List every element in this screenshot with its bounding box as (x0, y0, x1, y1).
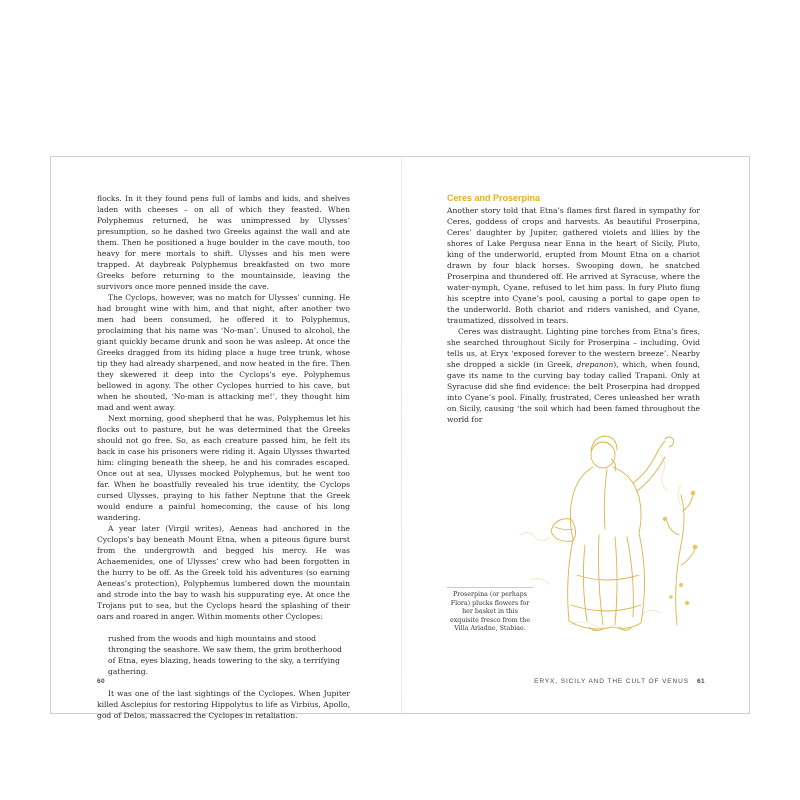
paragraph: Next morning, good shepherd that he was, Polyphemus let his flocks out to pasture, but he was determined that the Greeks should not go free. So, as each creature passed him, he felt its back in case his prisoners were riding it. Again Ulysses thwarted him: clinging beneath the sheep, he and his comrades escaped. Once out at sea, Ulysses mocked Polyphemus, but he went too far. When he boastfully revealed his true identity, the Cyclops cursed Ulysses, praying to his father Neptune that the Greek would endure a painful homecoming, the cause of his long wandering. (97, 414, 350, 522)
left-page (51, 157, 401, 720)
paragraph: A year later (Virgil writes), Aeneas had anchored in the Cyclops’s bay beneath Mount Etna, when a piteous figure burst from the undergrowth and begged his mercy. He was Achaemenides, one of Ulysses’ crew who had been forgotten in the hurry to be off. As the Greek told his adventures (so earning Aeneas’s protection), Polyphemus lumbered down the mountain and strode into the bay to wash his suppurating eye. At once the Trojans put to sea, but the Cyclops heard the splashing of their oars and roared in anger. Within moments other Cyclopes: (97, 524, 350, 621)
section-heading: Ceres and Proserpina (447, 193, 541, 203)
page-number-left: 60 (97, 678, 106, 685)
book-spread (50, 156, 750, 720)
left-text-column (97, 193, 350, 721)
block-quote (108, 633, 350, 677)
paragraph-text: ), which, when found, gave its name to the curving bay today called Trapani. Only at Syracuse did she find evidence: the belt Proserpina had dropped into Cyane’s pool. Finally, frustrated, Ceres unleashed her wrath on Sicily, causing ‘the soil which had been famed throughout the world for (447, 360, 700, 424)
fresco-figure-illustration (511, 415, 706, 645)
right-page (401, 157, 751, 713)
right-text-column (447, 193, 700, 425)
paragraph: The Cyclops, however, was no match for Ulysses’ cunning. He had brought wine with him, and that night, after another two men had been consumed, he offered it to Polyphemus, proclaiming that his name was ‘No-man’. Unused to alcohol, the giant quickly became drunk and soon he was asleep. At once the Greeks dragged from its hiding place a huge tree trunk, whose tip they had already sharpened, and now heated in the fire. Then they skewered it deep into the Cyclops’s eye. Polyphemus bellowed in agony. The other Cyclopes hurried to his cave, but when he shouted, ‘No-man is attacking me!’, they thought him mad and went away. (97, 293, 350, 412)
paragraph: It was one of the last sightings of the Cyclopes. When Jupiter killed Asclepius for restoring Hippolytus to life as Virbius, Apollo, god of Delos, massacred the Cyclopes in retaliation. (97, 689, 350, 720)
paragraph: flocks. In it they found pens full of lambs and kids, and shelves laden with cheeses – on all of which they feasted. When Polyphemus returned, he was unimpressed by Ulysses’ presumption, so he dashed two Greeks against the wall and ate them. Then he positioned a huge boulder in the cave mouth, too heavy for mere mortals to shift. Ulysses and his men were trapped. At daybreak Polyphemus breakfasted on two more Greeks before returning to the mountainside, leaving the survivors once more penned inside the cave. (97, 194, 350, 291)
running-head: ERYX, SICILY AND THE CULT OF VENUS (534, 678, 689, 685)
page-footer-right (534, 678, 705, 685)
figure-caption: Proserpina (or perhaps Flora) plucks flowers for her basket in this exquisite fresco from the Villa Ariadne, Stabiae. (447, 587, 533, 634)
paragraph (447, 326, 700, 425)
paragraph-text: Ceres was distraught. Lighting pine torches from Etna’s fires, she searched throughout Sicily for Proserpina – including, Ovid tells us, at Eryx ‘exposed forever to the western breeze’. Nearby she dropped a sickle (in Greek, (447, 327, 700, 369)
paragraph: Another story told that Etna’s flames first flared in sympathy for Ceres, goddess of crops and harvests. As beautiful Proserpina, Ceres’ daughter by Jupiter, gathered violets and lilies by the shores of Lake Pergusa near Enna in the heart of Sicily, Pluto, king of the underworld, erupted from Mount Etna on a chariot drawn by four black horses. Swooping down, he snatched Proserpina and thundered off. He arrived at Syracuse, where the water-nymph, Cyane, refused to let him pass. In fury Pluto flung his sceptre into Cyane’s pool, causing a portal to gape open to the underworld. Both chariot and riders vanished, and Cyane, traumatized, dissolved in tears. (447, 206, 700, 325)
quote-text: rushed from the woods and high mountains and stood thronging the seashore. We saw them, the grim brotherhood of Etna, eyes blazing, heads towering to the sky, a terrifying gathering. (108, 634, 342, 676)
page-number-right: 61 (696, 678, 705, 685)
greek-word: drepanon (576, 360, 614, 369)
